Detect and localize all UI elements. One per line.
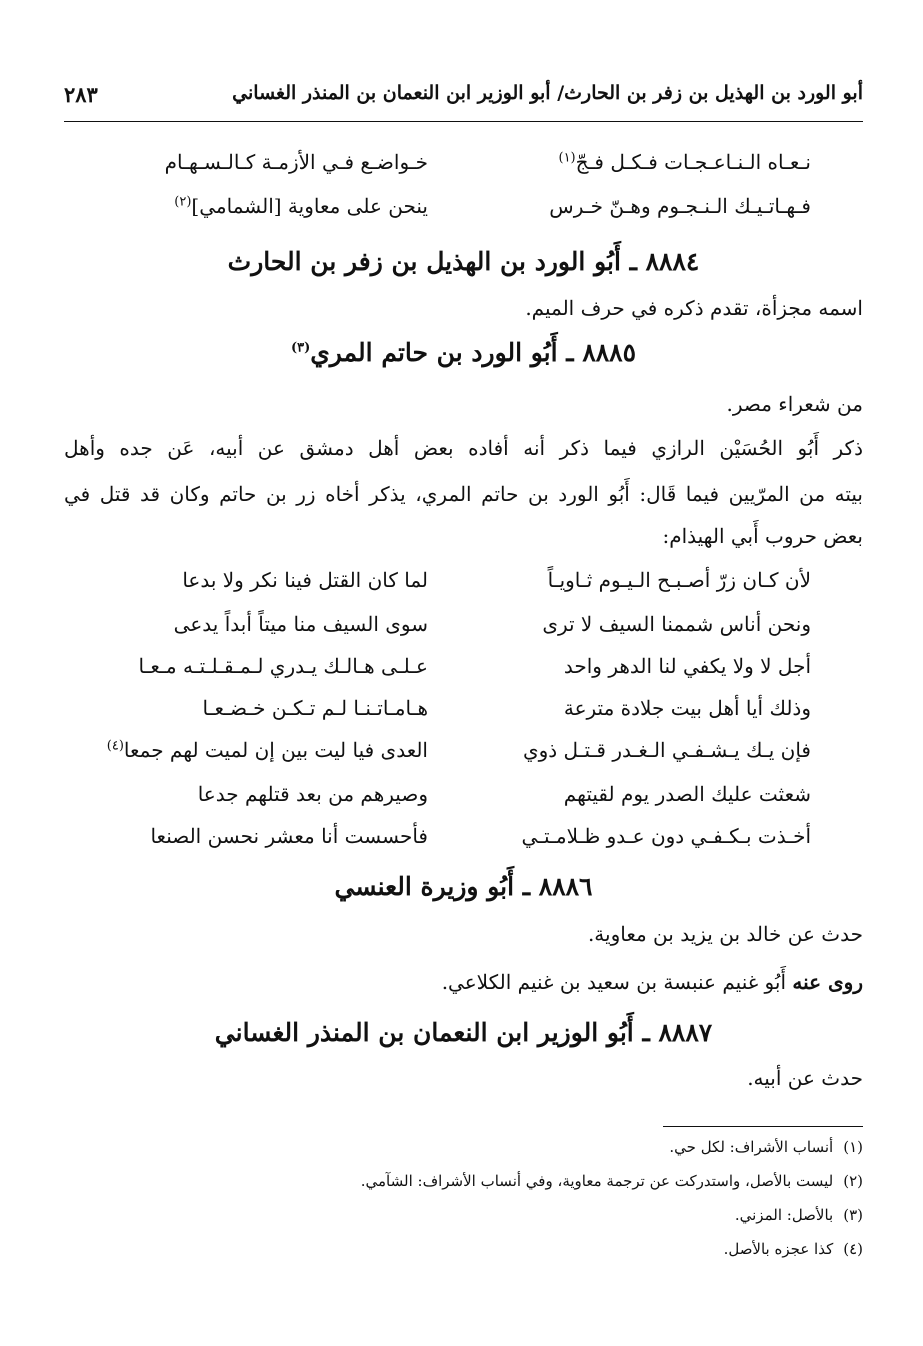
- poem-verse-6-left: وصيرهم من بعد قتلهم جدعا: [197, 782, 428, 806]
- footnote-ref-3: (٣): [290, 340, 311, 356]
- footnote-3: (٣)بالأصل: المزني.: [734, 1206, 863, 1224]
- footnote-2: (٢)ليست بالأصل، واستدركت عن ترجمة معاوية، وفي أنساب الأشراف: الشآمي.: [360, 1172, 863, 1190]
- verse-top-2-right: فـهـاتـيـك الـنـجـوم وهـنّ خـرس: [549, 194, 811, 218]
- poem-verse-3-left: عـلـى هـالـك يـدري لـمـقـلـتـه مـعـا: [138, 654, 428, 678]
- verse-top-2-left: ينحن على معاوية [الشمامي]$^{(٢)}$: [174, 194, 428, 218]
- footnote-rule: [663, 1126, 863, 1127]
- running-title: أبو الورد بن الهذيل بن زفر بن الحارث/ أبو الوزير ابن النعمان بن المنذر الغساني: [232, 82, 863, 104]
- entry-8887-p1: حدث عن أبيه.: [747, 1066, 863, 1090]
- poem-verse-4-left: هـامـاتـنـا لـم تـكـن خـضـعـا: [202, 696, 428, 720]
- footnote-1: (١)أنساب الأشراف: لكل حي.: [669, 1138, 863, 1156]
- entry-heading-8885: ٨٨٨٥ ـ أَبُو الورد بن حاتم المري$^{(٣)}$: [290, 338, 637, 367]
- entry-8885-p2-line1: ذكر أَبُو الحُسَيْن الرازي فيما ذكر أنه أفاده بعض أهل دمشق عن أبيه، عَن جده وأهل: [64, 436, 863, 460]
- poem-verse-7-left: فأحسست أنا معشر نحسن الصنعا: [150, 824, 428, 848]
- entry-heading-8887: ٨٨٨٧ ـ أَبُو الوزير ابن النعمان بن المنذر الغساني: [214, 1018, 713, 1047]
- entry-heading-8884: ٨٨٨٤ ـ أَبُو الورد بن الهذيل بن زفر بن الحارث: [227, 247, 700, 276]
- poem-verse-1-left: لما كان القتل فينا نكر ولا بدعا: [182, 568, 428, 592]
- footnote-4: (٤)كذا عجزه بالأصل.: [723, 1240, 863, 1258]
- poem-verse-5-right: فإن يـك يـشـفـي الـغـدر قـتـل ذوي: [522, 738, 811, 762]
- running-header: [64, 82, 863, 116]
- poem-verse-6-right: شعثت عليك الصدر يوم لقيتهم: [563, 782, 811, 806]
- poem-verse-5-left: العدى فيا ليت بين إن لميت لهم جمعا$^{(٤)}$: [106, 738, 428, 762]
- footnote-ref-1: (١): [558, 150, 576, 166]
- footnote-ref-2: (٢): [174, 194, 192, 210]
- entry-8884-body: اسمه مجزأة، تقدم ذكره في حرف الميم.: [525, 296, 863, 320]
- entry-8885-p2-line3: بعض حروب أَبي الهيذام:: [662, 524, 863, 548]
- verse-top-1-right: نـعـاه الـنـاعـجـات فـكـل فـجّ$^{(١)}$: [558, 150, 811, 174]
- poem-verse-2-right: ونحن أناس شممنا السيف لا ترى: [542, 612, 811, 636]
- poem-verse-4-right: وذلك أيا أهل بيت جلادة مترعة: [563, 696, 811, 720]
- entry-8885-p2-line2: بيته من المرّيين فيما قَال: أَبُو الورد بن حاتم المري، يذكر أخاه زر بن حاتم وكان قد قتل في: [64, 482, 863, 506]
- poem-verse-2-left: سوى السيف منا ميتاً أبداً يدعى: [173, 612, 428, 636]
- header-rule: [64, 121, 863, 122]
- entry-8885-p1: من شعراء مصر.: [726, 392, 863, 416]
- poem-verse-3-right: أجل لا ولا يكفي لنا الدهر واحد: [563, 654, 811, 678]
- riwaya-label: روى عنه: [792, 970, 863, 994]
- footnote-ref-4: (٤): [106, 738, 124, 754]
- poem-verse-1-right: لأن كـان زرّ أصـبـح الـيـوم ثـاويـاً: [547, 568, 811, 592]
- entry-heading-8886: ٨٨٨٦ ـ أَبُو وزيرة العنسي: [334, 872, 593, 901]
- poem-verse-7-right: أخـذت بـكـفـي دون عـدو ظـلامـتـي: [521, 824, 811, 848]
- verse-top-1-left: خـواضـع فـي الأزمـة كـالـسـهـام: [164, 150, 428, 174]
- entry-8886-p1: حدث عن خالد بن يزيد بن معاوية.: [587, 922, 863, 946]
- page-number: ٢٨٣: [64, 82, 98, 107]
- entry-8886-p2: روى عنه أَبُو غنيم عنبسة بن سعيد بن غنيم الكلاعي.: [441, 970, 863, 994]
